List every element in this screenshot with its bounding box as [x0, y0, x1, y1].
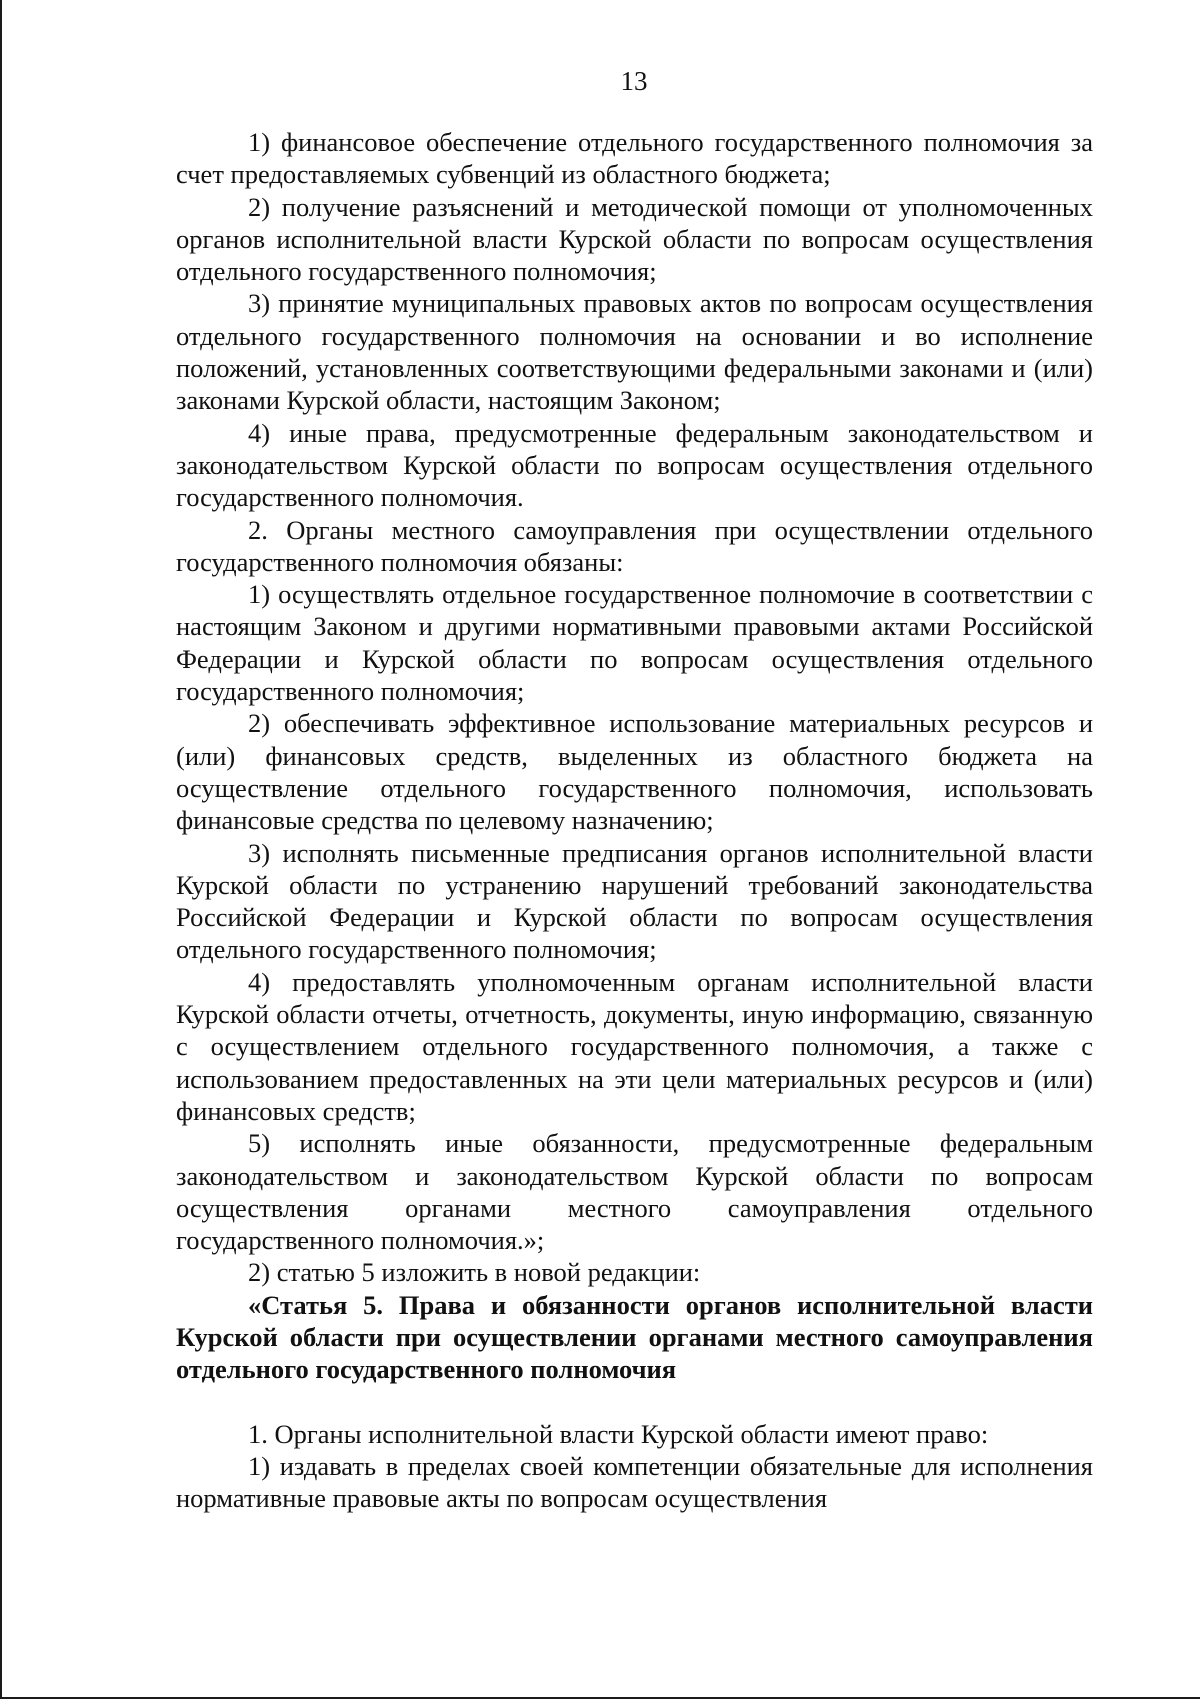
paragraph: 2) обеспечивать эффективное использование материальных ресурсов и (или) финансовых средств, выделенных из областного бюджета на осуществление отдельного государственного полномочия, использовать финансовые средства по целевому назначению;: [176, 708, 1093, 836]
paragraph: 1) финансовое обеспечение отдельного государственного полномочия за счет предоставляемых субвенций из областного бюджета;: [176, 127, 1093, 190]
paragraph: 1) издавать в пределах своей компетенции обязательные для исполнения нормативные правовые акты по вопросам осуществления: [176, 1450, 1093, 1514]
paragraph: 4) предоставлять уполномоченным органам исполнительной власти Курской области отчеты, отчетность, документы, иную информацию, связанную с осуществлением отдельного государственного полномочия, а также с использованием предоставленных на эти цели материальных ресурсов и (или) финансовых средств;: [176, 966, 1093, 1126]
paragraph: 5) исполнять иные обязанности, предусмотренные федеральным законодательством и законодательством Курской области по вопросам осуществления органами местного самоуправления отдельного государственного полномочия.»;: [176, 1128, 1093, 1256]
paragraph: 1) осуществлять отдельное государственное полномочие в соответствии с настоящим Законом и другими нормативными правовыми актами Российской Федерации и Курской области по вопросам осуществления отдельного государственного полномочия;: [176, 579, 1093, 707]
paragraph: 2) получение разъяснений и методической помощи от уполномоченных органов исполнительной власти Курской области по вопросам осуществления отдельного государственного полномочия;: [176, 191, 1093, 287]
paragraph: 3) принятие муниципальных правовых актов по вопросам осуществления отдельного государственного полномочия на основании и во исполнение положений, установленных соответствующими федеральными законами и (или) законами Курской области, настоящим Законом;: [176, 288, 1093, 416]
document-body: [176, 126, 1093, 1514]
paragraph: 2) статью 5 изложить в новой редакции:: [248, 1257, 701, 1288]
paragraph: 3) исполнять письменные предписания органов исполнительной власти Курской области по устранению нарушений требований законодательства Российской Федерации и Курской области по вопросам осуществления отдельного государственного полномочия;: [176, 837, 1093, 965]
paragraph: 2. Органы местного самоуправления при осуществлении отдельного государственного полномочия обязаны:: [176, 514, 1093, 577]
page-number: 13: [620, 66, 648, 96]
paragraph: 4) иные права, предусмотренные федеральным законодательством и законодательством Курской области по вопросам осуществления отдельного государственного полномочия.: [176, 417, 1093, 513]
paragraph: 1. Органы исполнительной власти Курской области имеют право:: [248, 1418, 989, 1449]
article-heading: «Статья 5. Права и обязанности органов исполнительной власти Курской области при осуществлении органами местного самоуправления отдельного государственного полномочия: [176, 1289, 1093, 1385]
